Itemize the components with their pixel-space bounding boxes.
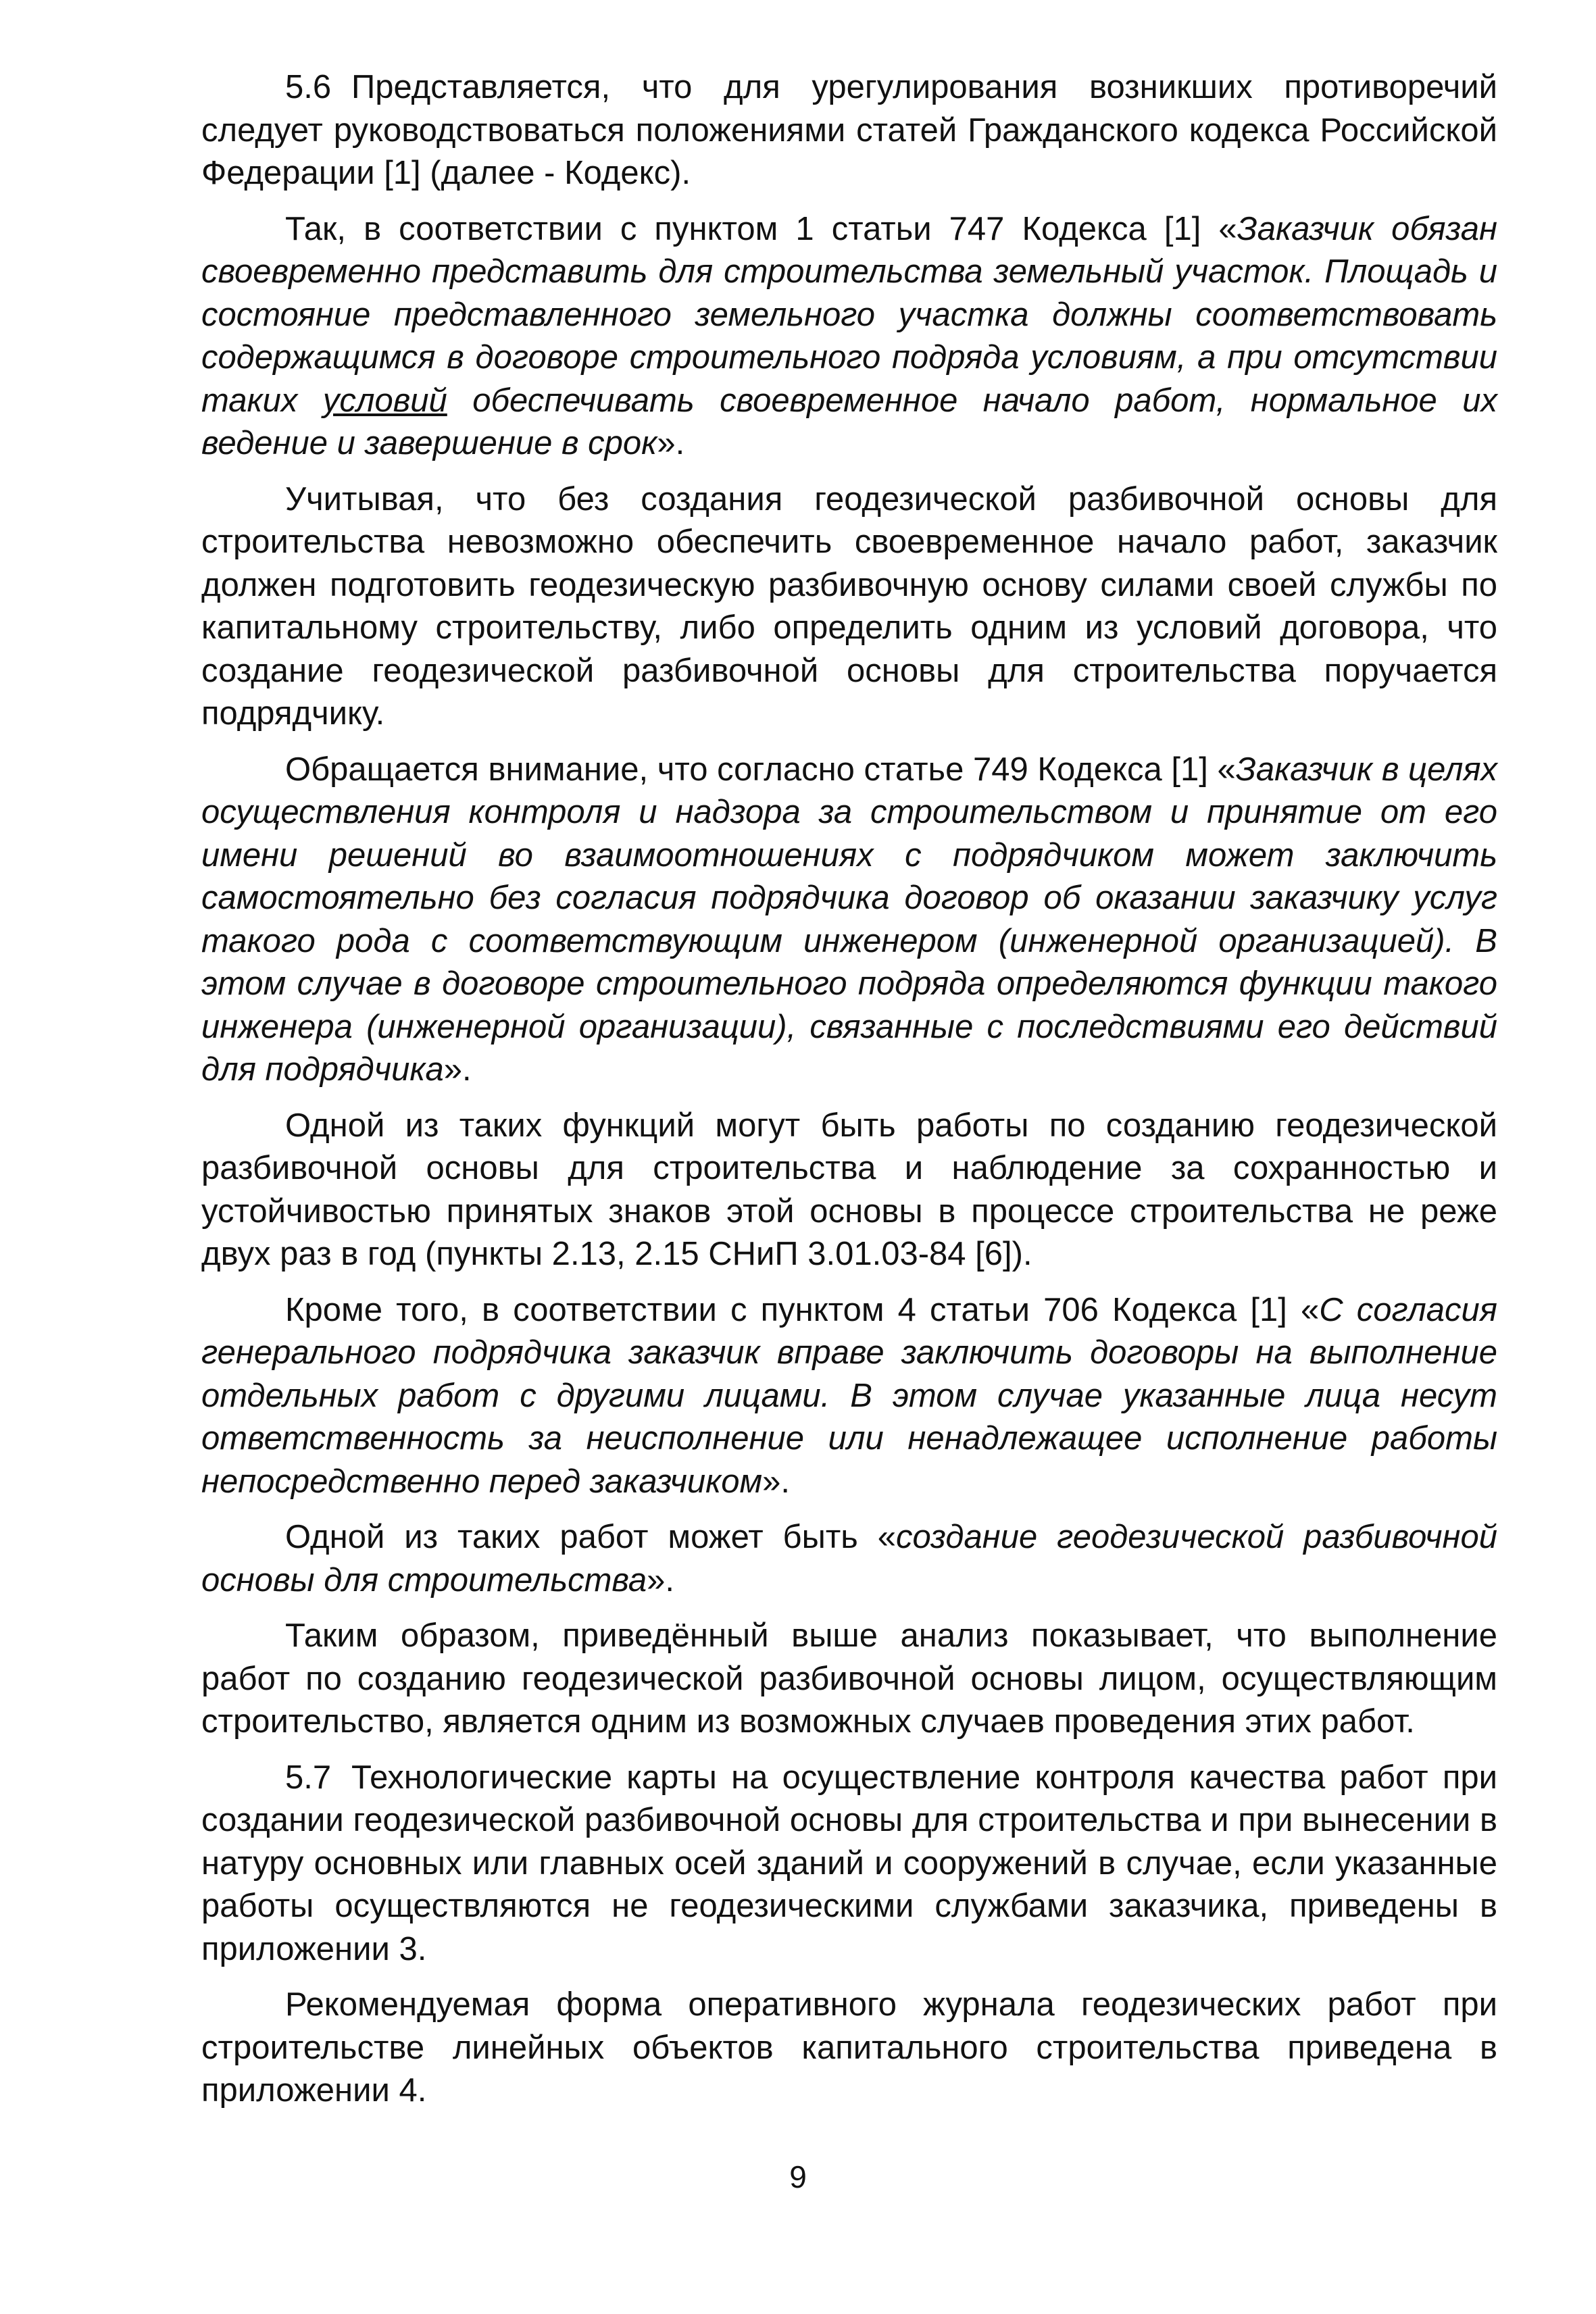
clause-number: 5.6 [285,69,332,105]
paragraph-article-706 [201,1289,1497,1504]
quote-text: Заказчик обязан своевременно представить для строительства земельный участок. Площадь и состояние представленного земельного участка должны соответствовать содержащимся в договоре строительного подряда условиям, а при отсутствии таких [201,210,1497,419]
document-page [201,66,1497,2126]
quote-text: создание геодезической разбивочной основы для строительства [201,1519,1497,1599]
paragraph-lead: Так, в соответствии с пунктом 1 статьи 747 Кодекса [1] « [285,210,1237,247]
paragraph-text: Учитывая, что без создания геодезической разбивочной основы для строительства невозможно обеспечить своевременное начало работ, заказчик должен подготовить геодезическую разбивочную основу силами своей службы по капитальному строительству, либо определить одним из условий договора, что создание геодезической разбивочной основы для строительства поручается подрядчику. [201,480,1497,732]
paragraph-text: Рекомендуемая форма оперативного журнала геодезических работ при строительстве линейных объектов капитального строительства приведена в приложении 4. [201,1986,1497,2109]
paragraph-lead: Кроме того, в соответствии с пунктом 4 статьи 706 Кодекса [1] « [285,1291,1320,1328]
quote-underlined-word: условий [322,382,447,419]
paragraph-text: Технологические карты на осуществление контроля качества работ при создании геодезической разбивочной основы для строительства и при вынесении в натуру основных или главных осей зданий и сооружений в случае, если указанные работы осуществляются не геодезическими службами заказчика, приведены в приложении 3. [201,1759,1497,1967]
paragraph-lead: Обращается внимание, что согласно статье 749 Кодекса [1] « [285,751,1236,788]
paragraph-geodetic-basis [201,478,1497,736]
quote-close: ». [647,1561,675,1599]
quote-close: ». [762,1463,790,1500]
paragraph-text: Одной из таких функций могут быть работы по созданию геодезической разбивочной основы для строительства и наблюдение за сохранностью и устойчивостью принятых знаков этой основы в процессе строительства не реже двух раз в год (пункты 2.13, 2.15 СНиП 3.01.03-84 [6]). [201,1107,1497,1272]
paragraph-5-6 [201,66,1497,195]
quote-close: ». [657,425,685,461]
page-number: 9 [789,2159,807,2194]
quote-text: С согласия генерального подрядчика заказчик вправе заключить договоры на выполнение отдельных работ с другими лицами. В этом случае указанные лица несут ответственность за неисполнение или ненадлежащее исполнение работы непосредственно перед заказчиком [201,1291,1497,1500]
quote-text-continued: обеспечивать своевременное начало работ, нормальное их ведение и завершение в срок [201,382,1497,461]
paragraph-article-747 [201,208,1497,466]
paragraph-lead: Одной из таких работ может быть « [285,1519,896,1555]
paragraph-text: Представляется, что для урегулирования возникших противоречий следует руководствоваться положениями статей Гражданского кодекса Российской Федерации [1] (далее - Кодекс). [201,69,1497,191]
paragraph-engineer-functions [201,1105,1497,1276]
paragraph-conclusion [201,1615,1497,1744]
paragraph-article-749 [201,749,1497,1092]
quote-text: Заказчик в целях осуществления контроля и надзора за строительством и принятие от его имени решений во взаимоотношениях с подрядчиком может заключить самостоятельно без согласия подрядчика договор об оказании заказчику услуг такого рода с соответствующим инженером (инженерной организацией). В этом случае в договоре строительного подряда определяются функции такого инженера (инженерной организации), связанные с последствиями его действий для подрядчика [201,751,1498,1088]
clause-number: 5.7 [285,1759,332,1796]
paragraph-journal-form [201,1984,1497,2113]
quote-close: ». [443,1051,472,1088]
paragraph-one-of-works [201,1516,1497,1602]
paragraph-text: Таким образом, приведённый выше анализ показывает, что выполнение работ по созданию геодезической разбивочной основы лицом, осуществляющим строительство, является одним из возможных случаев проведения этих работ. [201,1617,1497,1740]
paragraph-5-7 [201,1757,1497,1971]
